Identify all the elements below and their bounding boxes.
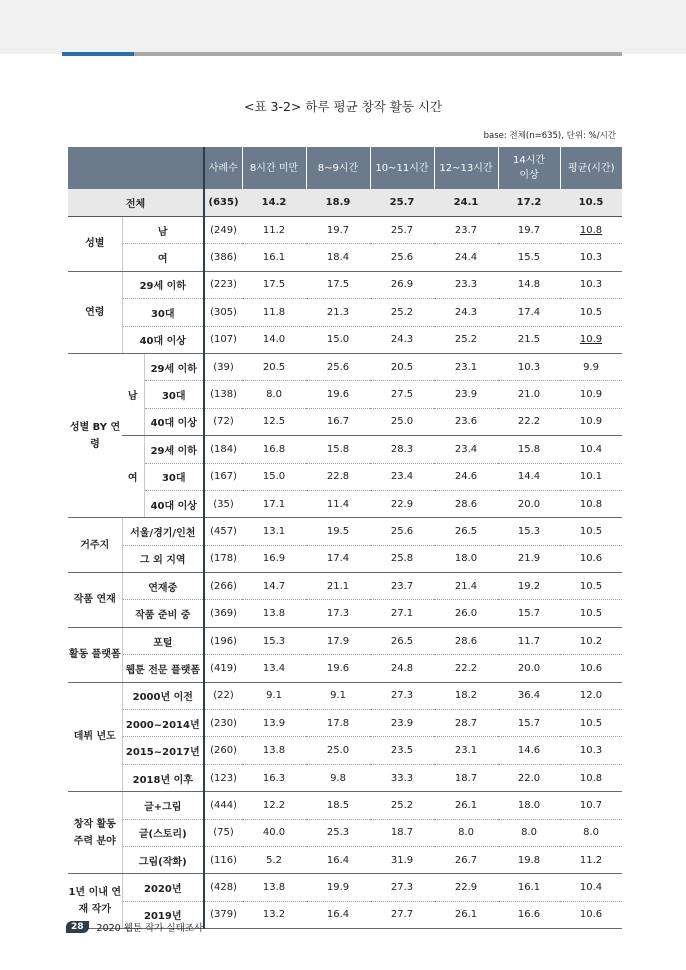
value-cell: 14.6	[498, 737, 560, 764]
value-cell: 26.9	[370, 271, 434, 298]
value-cell: 15.8	[498, 436, 560, 463]
count-cell: (123)	[204, 764, 242, 791]
value-cell: 9.8	[306, 764, 370, 791]
value-cell: 27.1	[370, 600, 434, 627]
value-cell: 25.2	[370, 792, 434, 819]
value-cell: 31.9	[370, 846, 434, 873]
row-label: 30대	[144, 381, 204, 408]
value-cell: 23.1	[434, 737, 498, 764]
count-cell: (230)	[204, 710, 242, 737]
value-cell: 15.3	[498, 518, 560, 545]
count-cell: (184)	[204, 436, 242, 463]
value-cell: 15.8	[306, 436, 370, 463]
value-cell: 23.1	[434, 353, 498, 380]
value-cell: 14.2	[242, 189, 306, 217]
value-cell: 13.8	[242, 737, 306, 764]
value-cell: 25.6	[370, 244, 434, 271]
row-label: 2020년	[122, 874, 204, 901]
header-cell: 사례수	[204, 147, 242, 189]
value-cell: 17.4	[498, 299, 560, 326]
group-label: 작품 연재	[68, 573, 122, 628]
row-label: 글+그림	[122, 792, 204, 819]
table-row	[68, 217, 622, 244]
value-cell: 10.3	[560, 244, 622, 271]
value-cell: 22.9	[434, 874, 498, 901]
value-cell: 10.4	[560, 436, 622, 463]
count-cell: (457)	[204, 518, 242, 545]
value-cell: 17.9	[306, 627, 370, 654]
value-cell: 27.5	[370, 381, 434, 408]
value-cell: 33.3	[370, 764, 434, 791]
value-cell: 21.0	[498, 381, 560, 408]
count-cell: (379)	[204, 901, 242, 928]
table-row	[68, 463, 622, 490]
subgroup-label: 남	[122, 353, 144, 435]
value-cell: 28.6	[434, 627, 498, 654]
value-cell: 13.2	[242, 901, 306, 928]
count-cell: (260)	[204, 737, 242, 764]
row-label: 40대 이상	[122, 326, 204, 353]
value-cell: 10.7	[560, 792, 622, 819]
value-cell: 10.5	[560, 299, 622, 326]
value-cell: 25.6	[306, 353, 370, 380]
row-label: 서울/경기/인천	[122, 518, 204, 545]
count-cell: (107)	[204, 326, 242, 353]
value-cell: 15.0	[242, 463, 306, 490]
count-cell: (419)	[204, 655, 242, 682]
value-cell: 19.6	[306, 381, 370, 408]
value-cell: 17.5	[242, 271, 306, 298]
value-cell: 20.5	[242, 353, 306, 380]
table-row	[68, 490, 622, 517]
value-cell: 10.6	[560, 655, 622, 682]
value-cell: 25.6	[370, 518, 434, 545]
row-label: 2000년 이전	[122, 682, 204, 709]
value-cell: 28.3	[370, 436, 434, 463]
value-cell: 11.8	[242, 299, 306, 326]
table-row	[68, 874, 622, 901]
value-cell: 10.3	[560, 271, 622, 298]
value-cell: 24.1	[434, 189, 498, 217]
value-cell: 10.6	[560, 901, 622, 928]
value-cell: 8.0	[498, 819, 560, 846]
table-row	[68, 600, 622, 627]
value-cell: 28.7	[434, 710, 498, 737]
value-cell: 10.5	[560, 710, 622, 737]
value-cell: 5.2	[242, 846, 306, 873]
count-cell: (369)	[204, 600, 242, 627]
value-cell: 23.9	[434, 381, 498, 408]
value-cell: 17.3	[306, 600, 370, 627]
count-cell: (444)	[204, 792, 242, 819]
value-cell: 10.2	[560, 627, 622, 654]
row-label: 29세 이하	[144, 353, 204, 380]
value-cell: 18.5	[306, 792, 370, 819]
value-cell: 10.6	[560, 545, 622, 572]
value-cell: 19.6	[306, 655, 370, 682]
value-cell: 23.3	[434, 271, 498, 298]
value-cell: 23.6	[434, 408, 498, 435]
count-cell: (138)	[204, 381, 242, 408]
value-cell: 18.2	[434, 682, 498, 709]
value-cell: 10.3	[560, 737, 622, 764]
value-cell: 21.5	[498, 326, 560, 353]
value-cell: 26.1	[434, 792, 498, 819]
row-label: 남	[122, 217, 204, 244]
table-row	[68, 710, 622, 737]
group-label: 성별	[68, 217, 122, 272]
value-cell: 22.9	[370, 490, 434, 517]
value-cell: 10.5	[560, 600, 622, 627]
table-row	[68, 244, 622, 271]
header-cell: 10~11시간	[370, 147, 434, 189]
table-row	[68, 846, 622, 873]
value-cell: 10.9	[560, 381, 622, 408]
value-cell: 8.0	[560, 819, 622, 846]
value-cell: 10.4	[560, 874, 622, 901]
value-cell: 10.8	[560, 490, 622, 517]
value-cell: 25.2	[370, 299, 434, 326]
value-cell: 8.0	[434, 819, 498, 846]
value-cell: 26.5	[370, 627, 434, 654]
table-row	[68, 627, 622, 654]
row-label: 연재중	[122, 573, 204, 600]
value-cell: 14.8	[498, 271, 560, 298]
table-row	[68, 381, 622, 408]
value-cell: 26.7	[434, 846, 498, 873]
data-table	[68, 147, 622, 929]
total-row	[68, 189, 622, 217]
count-cell: (116)	[204, 846, 242, 873]
value-cell: 18.9	[306, 189, 370, 217]
value-cell: 25.7	[370, 189, 434, 217]
value-cell: 26.1	[434, 901, 498, 928]
value-cell: 10.1	[560, 463, 622, 490]
value-cell: 19.8	[498, 846, 560, 873]
table-row	[68, 299, 622, 326]
value-cell: 15.7	[498, 710, 560, 737]
header-cell: 14시간 이상	[498, 147, 560, 189]
value-cell: 15.7	[498, 600, 560, 627]
value-cell: 22.2	[434, 655, 498, 682]
value-cell: 21.4	[434, 573, 498, 600]
value-cell: 24.4	[434, 244, 498, 271]
value-cell: 25.0	[306, 737, 370, 764]
value-cell: 17.5	[306, 271, 370, 298]
header-rule-accent	[62, 52, 134, 56]
value-cell: 10.9	[560, 408, 622, 435]
value-cell: 27.3	[370, 874, 434, 901]
table-row	[68, 353, 622, 380]
value-cell: 26.5	[434, 518, 498, 545]
value-cell: 18.7	[370, 819, 434, 846]
count-cell: (635)	[204, 189, 242, 217]
row-label: 웹툰 전문 플랫폼	[122, 655, 204, 682]
count-cell: (178)	[204, 545, 242, 572]
header-blank	[68, 147, 204, 189]
count-cell: (22)	[204, 682, 242, 709]
value-cell: 13.9	[242, 710, 306, 737]
value-cell: 13.8	[242, 600, 306, 627]
value-cell: 9.1	[242, 682, 306, 709]
value-cell: 23.4	[434, 436, 498, 463]
table-row	[68, 764, 622, 791]
value-cell: 25.3	[306, 819, 370, 846]
row-label: 그림(작화)	[122, 846, 204, 873]
row-label: 그 외 지역	[122, 545, 204, 572]
value-cell: 25.7	[370, 217, 434, 244]
count-cell: (39)	[204, 353, 242, 380]
value-cell: 16.4	[306, 846, 370, 873]
footer-text: 2020 웹툰 작가 실태조사	[96, 923, 204, 934]
data-table-container	[68, 147, 622, 929]
table-row	[68, 682, 622, 709]
row-label: 30대	[122, 299, 204, 326]
page-number: 28	[66, 921, 89, 933]
value-cell: 19.7	[306, 217, 370, 244]
value-cell: 18.7	[434, 764, 498, 791]
table-row	[68, 518, 622, 545]
row-label: 2019년	[122, 901, 204, 928]
value-cell: 11.4	[306, 490, 370, 517]
value-cell: 28.6	[434, 490, 498, 517]
row-label: 29세 이하	[144, 436, 204, 463]
value-cell: 36.4	[498, 682, 560, 709]
value-cell: 10.5	[560, 573, 622, 600]
value-cell: 20.0	[498, 490, 560, 517]
value-cell: 17.1	[242, 490, 306, 517]
value-cell: 24.3	[434, 299, 498, 326]
value-cell: 12.5	[242, 408, 306, 435]
header-rule	[62, 52, 622, 56]
value-cell: 25.2	[434, 326, 498, 353]
table-row	[68, 271, 622, 298]
value-cell: 23.4	[370, 463, 434, 490]
value-cell: 16.6	[498, 901, 560, 928]
value-cell: 10.5	[560, 189, 622, 217]
header-cell: 8~9시간	[306, 147, 370, 189]
count-cell: (428)	[204, 874, 242, 901]
value-cell: 22.8	[306, 463, 370, 490]
table-title: <표 3-2> 하루 평균 창작 활동 시간	[243, 99, 443, 114]
count-cell: (167)	[204, 463, 242, 490]
value-cell: 12.2	[242, 792, 306, 819]
value-cell: 16.8	[242, 436, 306, 463]
value-cell: 9.1	[306, 682, 370, 709]
row-label: 작품 준비 중	[122, 600, 204, 627]
value-cell: 16.3	[242, 764, 306, 791]
table-row	[68, 436, 622, 463]
value-cell: 23.7	[434, 217, 498, 244]
value-cell: 20.0	[498, 655, 560, 682]
row-label: 글(스토리)	[122, 819, 204, 846]
value-cell: 17.4	[306, 545, 370, 572]
value-cell: 10.8	[560, 217, 622, 244]
row-label: 29세 이하	[122, 271, 204, 298]
value-cell: 21.9	[498, 545, 560, 572]
value-cell: 19.2	[498, 573, 560, 600]
row-label: 2018년 이후	[122, 764, 204, 791]
base-note: base: 전체(n=635), 단위: %/시간	[483, 131, 616, 141]
value-cell: 24.8	[370, 655, 434, 682]
value-cell: 9.9	[560, 353, 622, 380]
value-cell: 24.6	[434, 463, 498, 490]
value-cell: 19.9	[306, 874, 370, 901]
value-cell: 15.3	[242, 627, 306, 654]
row-label: 30대	[144, 463, 204, 490]
count-cell: (72)	[204, 408, 242, 435]
value-cell: 14.7	[242, 573, 306, 600]
value-cell: 17.8	[306, 710, 370, 737]
value-cell: 13.8	[242, 874, 306, 901]
group-label: 연령	[68, 271, 122, 353]
table-row	[68, 573, 622, 600]
header-cell: 8시간 미만	[242, 147, 306, 189]
group-label: 거주지	[68, 518, 122, 573]
value-cell: 40.0	[242, 819, 306, 846]
value-cell: 10.3	[498, 353, 560, 380]
value-cell: 26.0	[434, 600, 498, 627]
value-cell: 23.7	[370, 573, 434, 600]
value-cell: 17.2	[498, 189, 560, 217]
value-cell: 10.9	[560, 326, 622, 353]
row-label: 여	[122, 244, 204, 271]
table-row	[68, 326, 622, 353]
total-label: 전체	[68, 189, 204, 217]
value-cell: 16.7	[306, 408, 370, 435]
value-cell: 16.1	[498, 874, 560, 901]
value-cell: 23.5	[370, 737, 434, 764]
value-cell: 19.7	[498, 217, 560, 244]
value-cell: 11.7	[498, 627, 560, 654]
value-cell: 20.5	[370, 353, 434, 380]
value-cell: 18.0	[434, 545, 498, 572]
value-cell: 13.4	[242, 655, 306, 682]
value-cell: 22.0	[498, 764, 560, 791]
count-cell: (75)	[204, 819, 242, 846]
value-cell: 14.4	[498, 463, 560, 490]
value-cell: 10.5	[560, 518, 622, 545]
value-cell: 18.0	[498, 792, 560, 819]
value-cell: 11.2	[560, 846, 622, 873]
table-row	[68, 408, 622, 435]
value-cell: 27.7	[370, 901, 434, 928]
count-cell: (386)	[204, 244, 242, 271]
header-cell: 12~13시간	[434, 147, 498, 189]
table-row	[68, 737, 622, 764]
value-cell: 8.0	[242, 381, 306, 408]
value-cell: 21.3	[306, 299, 370, 326]
value-cell: 12.0	[560, 682, 622, 709]
count-cell: (249)	[204, 217, 242, 244]
header-row	[68, 147, 622, 189]
table-row	[68, 545, 622, 572]
header-cell: 평균(시간)	[560, 147, 622, 189]
value-cell: 18.4	[306, 244, 370, 271]
row-label: 40대 이상	[144, 490, 204, 517]
group-label: 창작 활동 주력 분야	[68, 792, 122, 874]
group-label: 데뷔 년도	[68, 682, 122, 792]
value-cell: 10.8	[560, 764, 622, 791]
value-cell: 23.9	[370, 710, 434, 737]
group-label: 성별 BY 연령	[68, 353, 122, 517]
group-label: 활동 플랫폼	[68, 627, 122, 682]
table-row	[68, 792, 622, 819]
group-label: 1년 이내 연재 작가	[68, 874, 122, 929]
value-cell: 25.0	[370, 408, 434, 435]
count-cell: (35)	[204, 490, 242, 517]
count-cell: (305)	[204, 299, 242, 326]
table-row	[68, 819, 622, 846]
row-label: 2000~2014년	[122, 710, 204, 737]
value-cell: 24.3	[370, 326, 434, 353]
value-cell: 16.1	[242, 244, 306, 271]
row-label: 40대 이상	[144, 408, 204, 435]
value-cell: 21.1	[306, 573, 370, 600]
value-cell: 13.1	[242, 518, 306, 545]
count-cell: (196)	[204, 627, 242, 654]
value-cell: 16.4	[306, 901, 370, 928]
row-label: 2015~2017년	[122, 737, 204, 764]
subgroup-label: 여	[122, 436, 144, 518]
table-row	[68, 655, 622, 682]
count-cell: (223)	[204, 271, 242, 298]
value-cell: 16.9	[242, 545, 306, 572]
value-cell: 19.5	[306, 518, 370, 545]
value-cell: 25.8	[370, 545, 434, 572]
value-cell: 22.2	[498, 408, 560, 435]
row-label: 포털	[122, 627, 204, 654]
count-cell: (266)	[204, 573, 242, 600]
top-band	[0, 0, 686, 54]
value-cell: 15.5	[498, 244, 560, 271]
value-cell: 14.0	[242, 326, 306, 353]
value-cell: 15.0	[306, 326, 370, 353]
value-cell: 27.3	[370, 682, 434, 709]
page-footer	[66, 920, 203, 934]
value-cell: 11.2	[242, 217, 306, 244]
